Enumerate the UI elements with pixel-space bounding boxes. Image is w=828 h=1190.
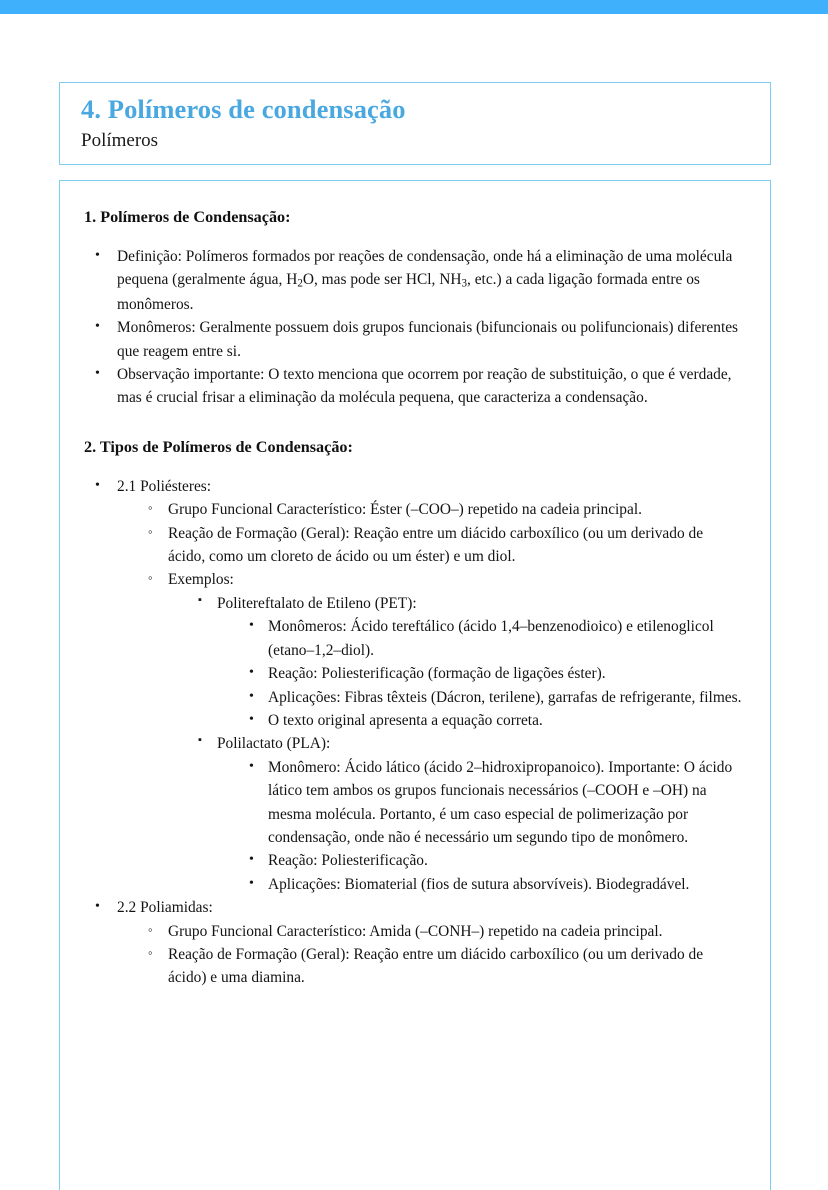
poliamidas-sublist xyxy=(117,920,744,990)
bullet-disc-icon: • xyxy=(249,711,254,727)
list-item-text: Aplicações: Biomaterial (fios de sutura absorvíveis). Biodegradável. xyxy=(268,875,690,893)
list-item-text: Reação de Formação (Geral): Reação entre um diácido carboxílico (ou um derivado de ácido) e uma diamina. xyxy=(168,945,704,987)
list-item-text: Grupo Funcional Característico: Éster (–COO–) repetido na cadeia principal. xyxy=(168,501,642,519)
bullet-disc-icon: • xyxy=(249,875,254,891)
list-item xyxy=(249,615,744,662)
subscript: 3 xyxy=(461,277,468,290)
bullet-disc-icon: • xyxy=(95,248,100,264)
list-item-pla xyxy=(198,732,744,896)
list-item-label: Exemplos: xyxy=(168,571,234,589)
list-item-text: Monômero: Ácido lático (ácido 2–hidroxipropanoico). Importante: O ácido lático tem ambos os grupos funcionais necessários (–COOH e –OH) na mesma molécula. Portanto, é um caso especial de polimerização por condensação, onde não é necessário um segundo tipo de monômero. xyxy=(268,758,733,846)
bullet-circle-icon: ◦ xyxy=(148,570,153,586)
list-item xyxy=(249,686,744,709)
document-content-card xyxy=(59,180,771,1190)
list-item-text: Grupo Funcional Característico: Amida (–CONH–) repetido na cadeia principal. xyxy=(168,922,663,940)
section-heading-2: 2. Tipos de Polímeros de Condensação: xyxy=(84,437,353,456)
page-subtitle: Polímeros xyxy=(81,129,159,151)
list-item xyxy=(95,316,744,363)
exemplos-sublist xyxy=(168,592,744,896)
bullet-disc-icon: • xyxy=(249,665,254,681)
bullet-circle-icon: ◦ xyxy=(148,921,153,937)
list-item-label: Polilactato (PLA): xyxy=(217,735,331,753)
poliesteres-sublist xyxy=(117,498,744,896)
list-item xyxy=(249,873,744,896)
top-accent-bar xyxy=(0,0,828,14)
list-item-text: Reação: Poliesterificação (formação de ligações éster). xyxy=(268,665,606,683)
section-heading-1: 1. Polímeros de Condensação: xyxy=(84,208,291,226)
bullet-circle-icon: ◦ xyxy=(148,523,153,539)
bullet-circle-icon: ◦ xyxy=(148,500,153,516)
pla-detail-list xyxy=(217,756,744,896)
bullet-disc-icon: • xyxy=(249,852,254,868)
bullet-disc-icon: • xyxy=(95,365,100,381)
list-item-text: Definição: Polímeros formados por reações de condensação, onde há a eliminação de uma molécula pequena (geralmente água, $H_2O$, mas pode ser HCl, $NH_3$, etc.) a cada ligação formada entre os monômeros. xyxy=(117,248,733,313)
section-1-list xyxy=(84,245,744,410)
bullet-disc-icon: • xyxy=(249,618,254,634)
list-item-text: Monômeros: Geralmente possuem dois grupos funcionais (bifuncionais ou polifuncionais) diferentes que reagem entre si. xyxy=(117,319,739,360)
list-item xyxy=(148,920,744,943)
list-item xyxy=(249,849,744,872)
list-item xyxy=(249,709,744,732)
list-item xyxy=(249,756,744,850)
list-item-text: O texto original apresenta a equação correta. xyxy=(268,711,543,729)
list-item-label: 2.2 Poliamidas: xyxy=(117,899,213,917)
document-page xyxy=(0,14,828,1171)
list-item xyxy=(148,498,744,521)
list-item-label: 2.1 Poliésteres: xyxy=(117,477,212,495)
section-2-list xyxy=(84,475,744,990)
subscript: 2 xyxy=(297,277,303,290)
list-item-text: Reação de Formação (Geral): Reação entre um diácido carboxílico (ou um derivado de ácido, como um cloreto de ácido ou um éster) e um diol. xyxy=(168,524,704,566)
bullet-square-icon: ▪ xyxy=(198,593,202,606)
list-item-text: Monômeros: Ácido tereftálico (ácido 1,4–benzenodioico) e etilenoglicol (etano–1,2–diol). xyxy=(268,618,714,659)
list-item xyxy=(148,943,744,990)
list-item-pet xyxy=(198,592,744,732)
list-item xyxy=(148,522,744,569)
list-item-text: Aplicações: Fibras têxteis (Dácron, terilene), garrafas de refrigerante, filmes. xyxy=(268,688,742,706)
list-item-poliamidas xyxy=(95,896,744,990)
bullet-disc-icon: • xyxy=(95,477,100,493)
bullet-disc-icon: • xyxy=(95,319,100,335)
list-item-poliesteres xyxy=(95,475,744,896)
bullet-disc-icon: • xyxy=(95,899,100,915)
page-title: 4. Polímeros de condensação xyxy=(81,94,406,124)
pet-detail-list xyxy=(217,615,744,732)
list-item-label: Politereftalato de Etileno (PET): xyxy=(217,594,417,612)
bullet-circle-icon: ◦ xyxy=(148,944,153,960)
bullet-disc-icon: • xyxy=(249,688,254,704)
list-item-exemplos xyxy=(148,568,744,896)
document-header-card xyxy=(59,82,771,165)
bullet-disc-icon: • xyxy=(249,758,254,774)
list-item xyxy=(95,245,744,316)
list-item-text: Reação: Poliesterificação. xyxy=(268,852,428,870)
bullet-square-icon: ▪ xyxy=(198,734,202,747)
list-item xyxy=(95,363,744,410)
list-item xyxy=(249,662,744,685)
list-item-text: Observação importante: O texto menciona que ocorrem por reação de substituição, o que é verdade, mas é crucial frisar a eliminação da molécula pequena, que caracteriza a condensação. xyxy=(117,365,732,407)
